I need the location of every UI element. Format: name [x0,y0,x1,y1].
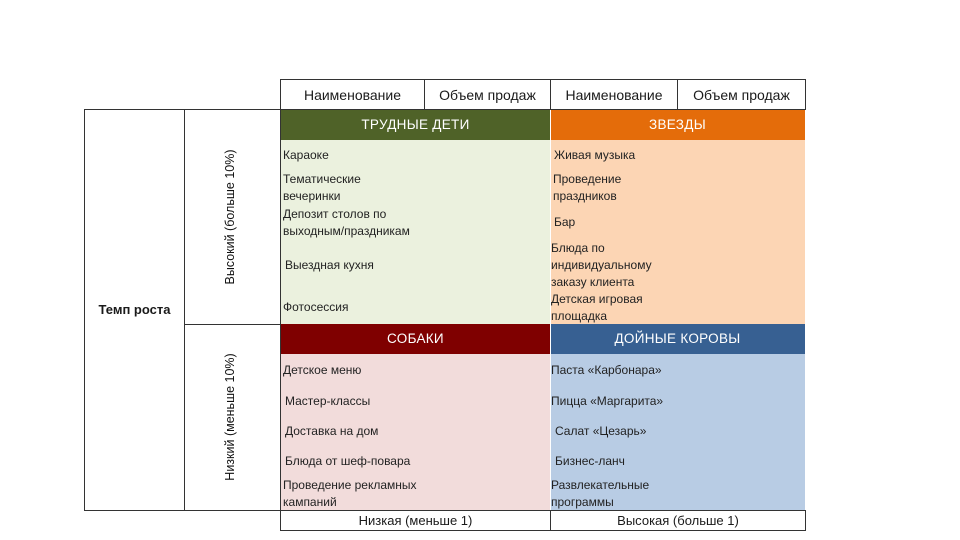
list-item: Мастер-классы [285,394,371,408]
header-name-2: Наименование [550,79,678,110]
list-item: Блюда по индивидуальному заказу клиента [551,241,652,289]
grid-line-vertical [550,110,551,510]
list-item: Караоке [283,148,329,162]
list-item: Блюда от шеф-повара [285,454,411,468]
low-growth-label: Низкий (меньше 10%) [223,353,237,481]
high-growth-label: Высокий (больше 10%) [223,149,237,285]
list-item: Проведение праздников [553,172,622,203]
list-item: Проведение рекламных кампаний [283,478,417,509]
list-item: Салат «Цезарь» [555,424,647,438]
list-item: Детское меню [283,363,362,377]
list-item: Фотосессия [283,300,349,314]
list-item: Живая музыка [554,148,636,162]
list-item: Доставка на дом [285,424,379,438]
share-low-label: Низкая (меньше 1) [280,510,551,531]
list-item: Детская игровая площадка [551,292,643,323]
problem-children-title: ТРУДНЫЕ ДЕТИ [281,110,550,140]
list-item: Паста «Карбонара» [551,363,662,377]
list-item: Тематические вечеринки [283,172,361,203]
cash-cows-title: ДОЙНЫЕ КОРОВЫ [550,324,805,354]
list-item: Развлекательные программы [551,478,650,509]
header-name-1: Наименование [280,79,425,110]
header-sales-1: Объем продаж [424,79,551,110]
list-item: Бар [554,215,576,229]
share-high-label: Высокая (больше 1) [550,510,806,531]
header-sales-2: Объем продаж [677,79,806,110]
list-item: Бизнес-ланч [555,454,625,468]
stars-title: ЗВЕЗДЫ [550,110,805,140]
list-item: Депозит столов по выходным/праздникам [283,207,410,238]
list-item: Пицца «Маргарита» [551,394,664,408]
dogs-title: СОБАКИ [281,324,550,354]
growth-axis-title: Темп роста [98,302,171,317]
list-item: Выездная кухня [285,258,374,272]
